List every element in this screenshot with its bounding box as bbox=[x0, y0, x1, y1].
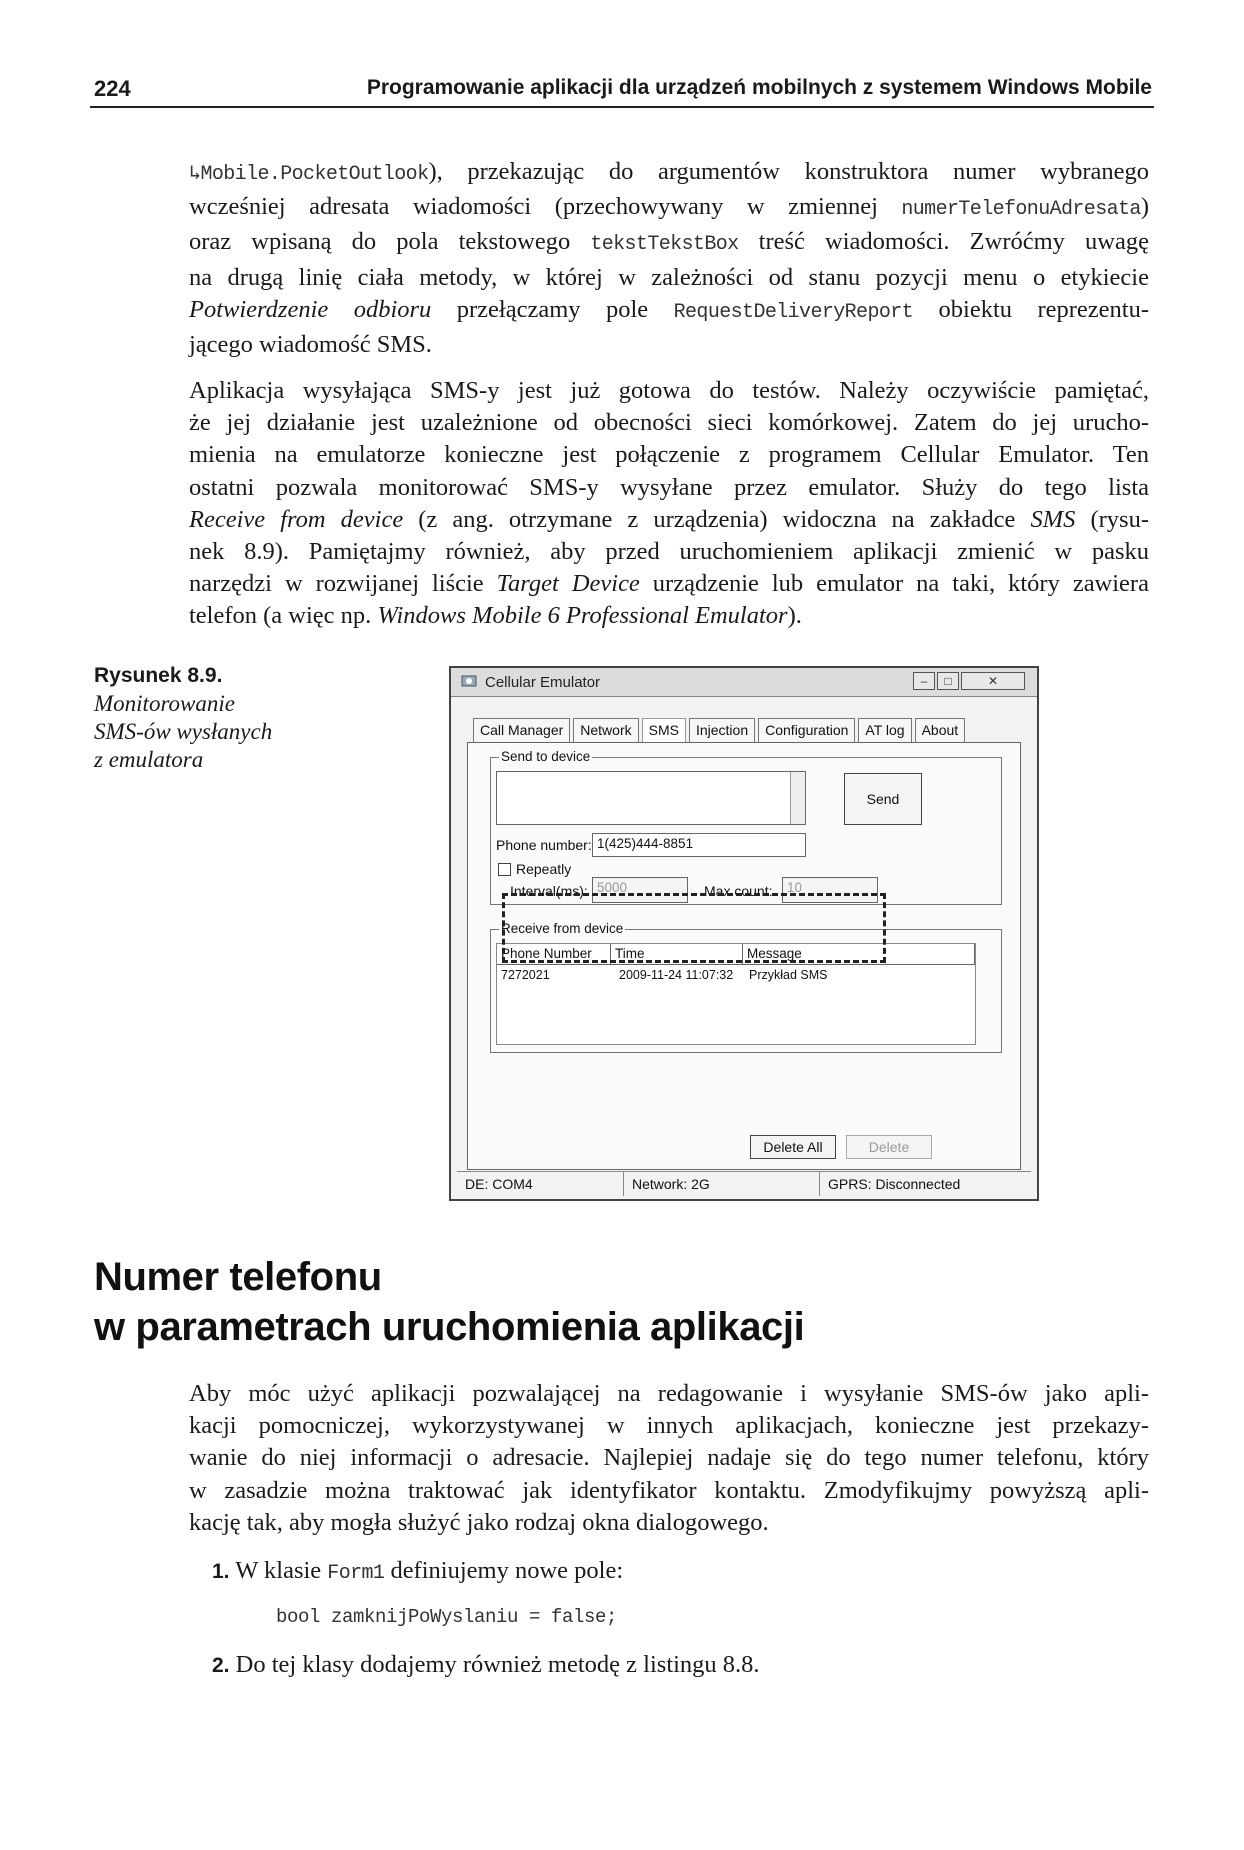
phone-number-field[interactable]: 1(425)444-8851 bbox=[592, 833, 806, 857]
text-run: narzędzi w rozwijanej liście bbox=[189, 570, 497, 598]
repeatly-checkbox[interactable] bbox=[498, 863, 511, 876]
close-button[interactable]: ✕ bbox=[961, 672, 1025, 690]
para3-line: kacji pomocniczej, wykorzystywanej w innych aplikacjach, konieczne jest przekazy- bbox=[189, 1412, 1149, 1440]
para3-line: wanie do niej informacji o adresacie. Najlepiej nadaje się do tego numer telefonu, który bbox=[189, 1444, 1149, 1472]
text-run: treść wiadomości. Zwróćmy uwagę bbox=[738, 228, 1149, 256]
inline-code: ↳Mobile.PocketOutlook bbox=[189, 163, 429, 186]
italic-run: Potwierdzenie odbioru bbox=[189, 295, 432, 323]
text-run: Do tej klasy dodajemy również metodę z listingu 8.8. bbox=[235, 1651, 760, 1678]
inline-code: numerTelefonuAdresata bbox=[901, 198, 1141, 222]
para3-line: kację tak, aby mogła służyć jako rodzaj okna dialogowego. bbox=[189, 1508, 769, 1536]
delete-button[interactable]: Delete bbox=[846, 1135, 932, 1159]
para1-line: na drugą linię ciała metody, w której w zależności od stanu pozycji menu o etykiecie bbox=[189, 263, 1149, 291]
caption-line: Monitorowanie bbox=[94, 691, 235, 716]
paragraph-3 bbox=[189, 1378, 1149, 1539]
textarea-scrollbar[interactable] bbox=[790, 772, 805, 824]
list-item-2 bbox=[212, 1651, 760, 1679]
tab-strip bbox=[473, 718, 968, 742]
status-port: DE: COM4 bbox=[465, 1176, 533, 1192]
paragraph-1 bbox=[189, 156, 1149, 361]
inline-code: tekstTekstBox bbox=[590, 233, 739, 257]
text-run: ). bbox=[787, 602, 802, 630]
text-run: telefon (a więc np. bbox=[189, 602, 378, 630]
tab-network[interactable]: Network bbox=[573, 718, 638, 743]
column-header-time[interactable]: Time bbox=[611, 944, 743, 964]
caption-line: z emulatora bbox=[94, 747, 204, 772]
text-run: ), przekazując do argumentów konstruktora numer wybranego bbox=[428, 158, 1149, 185]
minimize-button[interactable]: – bbox=[913, 672, 935, 690]
text-run: W klasie bbox=[235, 1557, 328, 1584]
text-run: przełączamy pole bbox=[431, 295, 674, 323]
heading-line: Numer telefonu bbox=[94, 1255, 382, 1299]
para2-line: że jej działanie jest uzależnione od obecności sieci komórkowej. Zatem do jej urucho- bbox=[189, 409, 1149, 437]
running-title: Programowanie aplikacji dla urządzeń mobilnych z systemem Windows Mobile bbox=[366, 76, 1152, 99]
para2-line: mienia na emulatorze konieczne jest połączenie z programem Cellular Emulator. Ten bbox=[189, 441, 1149, 469]
column-header-message[interactable]: Message bbox=[743, 944, 975, 964]
para3-line: Aby móc użyć aplikacji pozwalającej na redagowanie i wysyłanie SMS-ów jako apli- bbox=[189, 1380, 1149, 1407]
tab-about[interactable]: About bbox=[915, 718, 966, 743]
phone-number-label: Phone number: bbox=[496, 837, 592, 853]
tab-at-log[interactable]: AT log bbox=[858, 718, 911, 743]
inline-code: RequestDeliveryReport bbox=[673, 300, 914, 324]
group-label: Receive from device bbox=[501, 921, 624, 936]
tab-injection[interactable]: Injection bbox=[689, 718, 755, 743]
row-time-cell[interactable]: 2009-11-24 11:07:32 bbox=[619, 968, 734, 982]
para1-line bbox=[189, 226, 1149, 261]
message-textarea[interactable] bbox=[496, 771, 806, 825]
max-count-label: Max count: bbox=[704, 883, 773, 899]
interval-field[interactable]: 5000 bbox=[592, 877, 688, 903]
cellular-emulator-window bbox=[449, 666, 1039, 1201]
para2-line bbox=[189, 504, 1149, 536]
text-run: (z ang. otrzymane z urządzenia) widoczna na zakładce bbox=[403, 505, 1031, 533]
maximize-button[interactable]: □ bbox=[937, 672, 959, 690]
repeatly-label: Repeatly bbox=[516, 861, 572, 877]
italic-run: Receive from device bbox=[189, 505, 404, 533]
section-heading bbox=[94, 1252, 804, 1352]
title-bar bbox=[451, 668, 1037, 697]
send-button[interactable]: Send bbox=[844, 773, 922, 825]
text-run: ) bbox=[1140, 193, 1149, 221]
sms-tab-panel bbox=[467, 742, 1021, 1170]
para1-line: jącego wiadomość SMS. bbox=[189, 331, 432, 359]
list-number: 2. bbox=[212, 1654, 230, 1677]
text-run: oraz wpisaną do pola tekstowego bbox=[189, 228, 591, 256]
delete-all-button[interactable]: Delete All bbox=[750, 1135, 836, 1159]
text-run: obiektu reprezentu- bbox=[913, 295, 1149, 323]
status-network: Network: 2G bbox=[623, 1172, 819, 1196]
para2-line bbox=[189, 600, 1149, 632]
group-label: Send to device bbox=[501, 749, 591, 764]
para2-line: nek 8.9). Pamiętajmy również, aby przed uruchomieniem aplikacji zmienić w pasku bbox=[189, 538, 1149, 566]
text-run: definiujemy nowe pole: bbox=[384, 1557, 624, 1584]
figure-caption bbox=[94, 662, 294, 774]
para1-line bbox=[189, 191, 1149, 226]
paragraph-2 bbox=[189, 375, 1149, 633]
status-gprs: GPRS: Disconnected bbox=[819, 1172, 1031, 1196]
tab-call-manager[interactable]: Call Manager bbox=[473, 718, 570, 743]
para2-line: ostatni pozwala monitorować SMS-y wysyłane przez emulator. Służy do tego lista bbox=[189, 473, 1149, 501]
caption-line: SMS-ów wysłanych bbox=[94, 719, 273, 744]
para2-line: Aplikacja wysyłająca SMS-y jest już gotowa do testów. Należy oczywiście pamiętać, bbox=[189, 377, 1149, 404]
row-phone-cell[interactable]: 7272021 bbox=[501, 968, 550, 982]
row-message-cell[interactable]: Przykład SMS bbox=[749, 968, 828, 982]
para1-line bbox=[189, 156, 1149, 191]
highlight-frame bbox=[502, 893, 886, 963]
italic-run: Target Device bbox=[496, 570, 640, 598]
column-header-phone[interactable]: Phone Number bbox=[497, 944, 611, 964]
code-snippet: bool zamknijPoWyslaniu = false; bbox=[276, 1606, 618, 1628]
text-run: urządzenie lub emulator na taki, który zawiera bbox=[639, 570, 1149, 598]
max-count-field[interactable]: 10 bbox=[782, 877, 878, 903]
list-item-1 bbox=[212, 1557, 623, 1585]
status-bar bbox=[457, 1171, 1031, 1196]
text-run: wcześniej adresata wiadomości (przechowywany w zmiennej bbox=[189, 193, 902, 221]
heading-line: w parametrach uruchomienia aplikacji bbox=[94, 1305, 805, 1349]
page-number: 224 bbox=[94, 76, 131, 101]
text-run: (rysu- bbox=[1075, 505, 1149, 533]
inline-code: Form1 bbox=[327, 1562, 385, 1585]
para1-line bbox=[189, 294, 1149, 329]
list-number: 1. bbox=[212, 1560, 230, 1583]
tab-configuration[interactable]: Configuration bbox=[758, 718, 855, 743]
tab-sms[interactable]: SMS bbox=[642, 718, 686, 743]
header-divider bbox=[497, 964, 975, 965]
window-title: Cellular Emulator bbox=[485, 674, 601, 691]
para3-line: w zasadzie można traktować jak identyfikator kontaktu. Zmodyfikujmy powyższą apli- bbox=[189, 1476, 1149, 1504]
italic-run: SMS bbox=[1030, 505, 1076, 533]
figure-label: Rysunek 8.9. bbox=[94, 664, 223, 687]
header-rule bbox=[90, 106, 1154, 108]
italic-run: Windows Mobile 6 Professional Emulator bbox=[377, 602, 788, 630]
para2-line bbox=[189, 568, 1149, 600]
app-icon bbox=[461, 674, 477, 688]
interval-label: Interval(ms): bbox=[510, 883, 588, 899]
figure-caption-text bbox=[94, 690, 294, 774]
